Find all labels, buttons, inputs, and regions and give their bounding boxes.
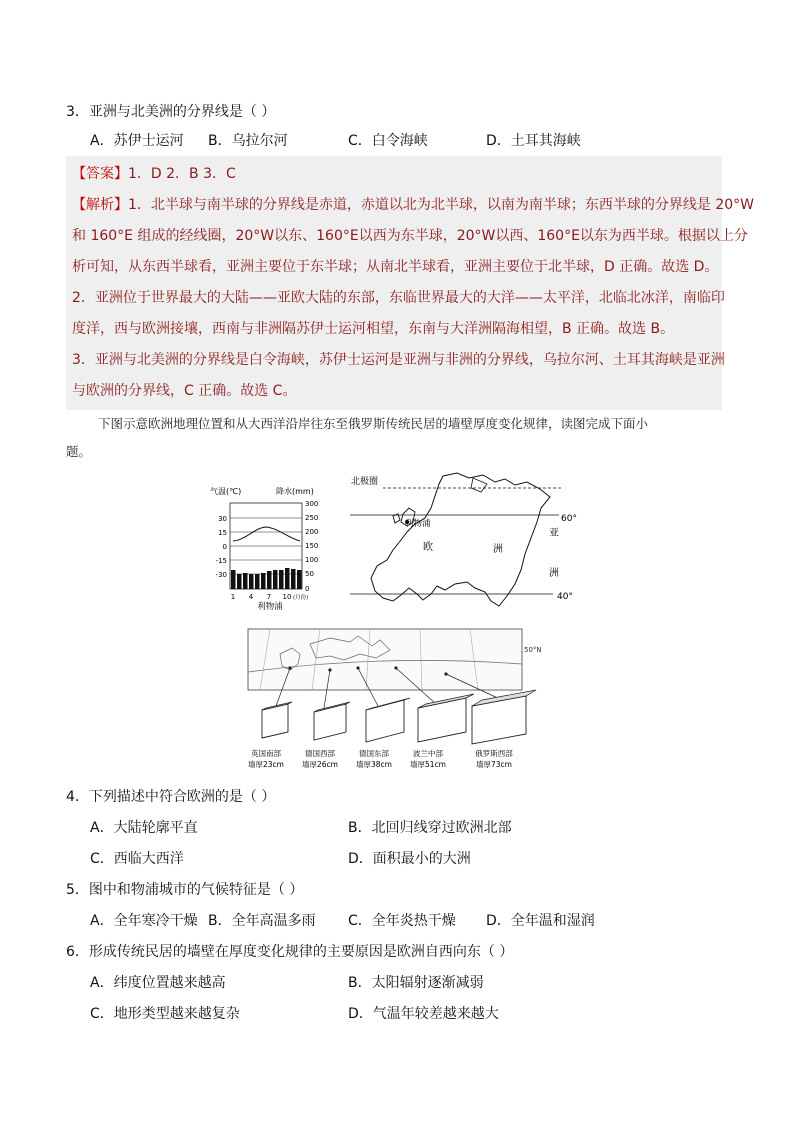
q5-option-c: C．全年炎热干燥	[348, 913, 456, 929]
temp-tick: 15	[218, 529, 227, 537]
precip-bar	[297, 570, 302, 589]
climate-city-label: 利物浦	[257, 602, 283, 610]
precip-tick: 150	[305, 542, 319, 550]
q6-option-a: A．纬度位置越来越高	[90, 975, 226, 991]
precip-axis-title: 降水(mm)	[276, 487, 314, 496]
q3-option-a: A．苏伊士运河	[90, 133, 184, 149]
wall-block-2	[314, 702, 350, 740]
wall-thickness-figure	[240, 624, 560, 774]
wall-block-3	[366, 698, 410, 742]
analysis-label: 【解析】	[72, 197, 128, 213]
month-tick: 4	[248, 593, 254, 601]
wall-region-2: 德国西部	[305, 749, 335, 758]
temperature-curve	[233, 527, 300, 541]
q6-stem: 6．形成传统民居的墙壁在厚度变化规律的主要原因是欧洲自西向东（ ）	[66, 944, 514, 960]
precip-tick: 250	[305, 514, 319, 522]
precip-bar	[273, 570, 278, 589]
wall-region-4: 波兰中部	[413, 749, 443, 758]
wall-thickness-2: 墙厚26cm	[302, 760, 338, 769]
precip-bar	[267, 571, 272, 589]
answer-text: 1．D 2．B 3．C	[128, 166, 236, 182]
wall-block-1	[262, 702, 292, 738]
arctic-circle-label: 北极圈	[351, 477, 379, 487]
wall-region-1: 英国南部	[251, 749, 281, 758]
temp-tick: -30	[215, 571, 227, 579]
q4-option-c: C．西临大西洋	[90, 851, 184, 867]
asia-label-2: 洲	[549, 568, 559, 579]
europe-label-1: 欧	[423, 542, 433, 553]
precip-bar	[231, 570, 236, 589]
precip-bar	[249, 574, 254, 589]
precip-bar	[279, 570, 284, 589]
q3-option-d: D．土耳其海峡	[486, 133, 581, 149]
temp-tick: 0	[222, 543, 227, 551]
q4-option-a: A．大陆轮廓平直	[90, 820, 198, 836]
wall-thickness-1: 墙厚23cm	[248, 760, 284, 769]
q5-option-b: B．全年高温多雨	[208, 913, 316, 929]
q3-stem: 3．亚洲与北美洲的分界线是（ ）	[66, 104, 276, 120]
intro-line-1: 下图示意欧洲地理位置和从大西洋沿岸往东至俄罗斯传统民居的墙壁厚度变化规律，读图完成下面小	[98, 416, 649, 431]
precip-tick: 100	[305, 556, 319, 564]
precip-bars	[231, 568, 302, 589]
q3-option-c: C．白令海峡	[348, 133, 428, 149]
analysis-line-2: 和 160°E 组成的经线圈，20°W以东、160°E以西为东半球，20°W以西、160°E以东为西半球。根据以上分	[72, 228, 748, 244]
wall-thickness-3: 墙厚38cm	[356, 760, 392, 769]
europe-label-2: 洲	[493, 544, 503, 555]
analysis-line-5: 度洋，西与欧洲接壤，西南与非洲隔苏伊士运河相望，东南与大洋洲隔海相望，B 正确。故选 B。	[72, 321, 675, 337]
wall-region-5: 俄罗斯西部	[475, 749, 513, 758]
map-strip-frame	[248, 629, 522, 690]
q5-option-a: A．全年寒冷干燥	[90, 913, 198, 929]
analysis-line-3: 析可知，从东西半球看，亚洲主要位于东半球；从南北半球看，亚洲主要位于北半球，D 正确。故选 D。	[72, 259, 719, 275]
precip-tick: 300	[305, 500, 319, 508]
wall-thickness-5: 墙厚73cm	[476, 760, 512, 769]
wall-block-5	[472, 690, 536, 744]
europe-map	[345, 470, 585, 610]
q3-option-b: B．乌拉尔河	[208, 133, 288, 149]
answer-line	[72, 164, 236, 184]
climate-chart	[208, 478, 333, 610]
wall-thickness-4: 墙厚51cm	[410, 760, 446, 769]
lat-60-label: 60°	[561, 514, 577, 524]
lat-50-label: 50°N	[524, 646, 542, 654]
liverpool-label: 利物浦	[405, 519, 431, 529]
analysis-line-7: 与欧洲的分界线，C 正确。故选 C。	[72, 383, 297, 399]
asia-label-1: 亚	[549, 528, 559, 539]
europe-outline	[371, 473, 550, 606]
analysis-line-4: 2．亚洲位于世界最大的大陆——亚欧大陆的东部，东临世界最大的大洋——太平洋，北临北冰洋，南临印	[72, 290, 725, 306]
precip-bar	[261, 573, 266, 589]
q5-stem: 5．图中和物浦城市的气候特征是（ ）	[66, 882, 304, 898]
precip-bar	[291, 569, 296, 589]
q4-option-d: D．面积最小的大洲	[348, 851, 471, 867]
analysis-line-6: 3．亚洲与北美洲的分界线是白令海峡，苏伊士运河是亚洲与非洲的分界线，乌拉尔河、土耳其海峡是亚洲	[72, 352, 725, 368]
temp-tick: -15	[215, 557, 227, 565]
precip-tick: 200	[305, 528, 319, 536]
answer-label: 【答案】	[72, 166, 128, 182]
month-tick: 10	[282, 593, 292, 601]
q5-option-d: D．全年温和湿润	[486, 913, 595, 929]
q6-option-b: B．太阳辐射逐渐减弱	[348, 975, 484, 991]
q6-option-d: D．气温年较差越来越大	[348, 1006, 499, 1022]
precip-bar	[285, 568, 290, 589]
wall-region-3: 德国东部	[359, 749, 389, 758]
month-unit: (月份)	[293, 595, 309, 601]
lat-40-label: 40°	[557, 592, 573, 602]
precip-bar	[243, 573, 248, 589]
precip-tick: 50	[305, 570, 314, 578]
analysis-text-1: 1．北半球与南半球的分界线是赤道，赤道以北为北半球，以南为南半球；东西半球的分界线是 20°W	[128, 197, 755, 213]
analysis-line-1	[72, 195, 754, 215]
precip-bar	[237, 574, 242, 589]
temp-axis-title: 气温(℃)	[210, 487, 242, 496]
precip-bar	[255, 574, 260, 589]
peninsula-outline	[471, 478, 487, 492]
month-tick: 1	[230, 593, 236, 601]
intro-line-2: 题。	[66, 444, 92, 459]
q4-option-b: B．北回归线穿过欧洲北部	[348, 820, 512, 836]
q4-stem: 4．下列描述中符合欧洲的是（ ）	[66, 789, 276, 805]
temp-tick: 30	[218, 515, 227, 523]
precip-tick: 0	[305, 585, 310, 593]
q6-option-c: C．地形类型越来越复杂	[90, 1006, 240, 1022]
wall-block-4	[418, 694, 474, 742]
month-tick: 7	[266, 593, 272, 601]
